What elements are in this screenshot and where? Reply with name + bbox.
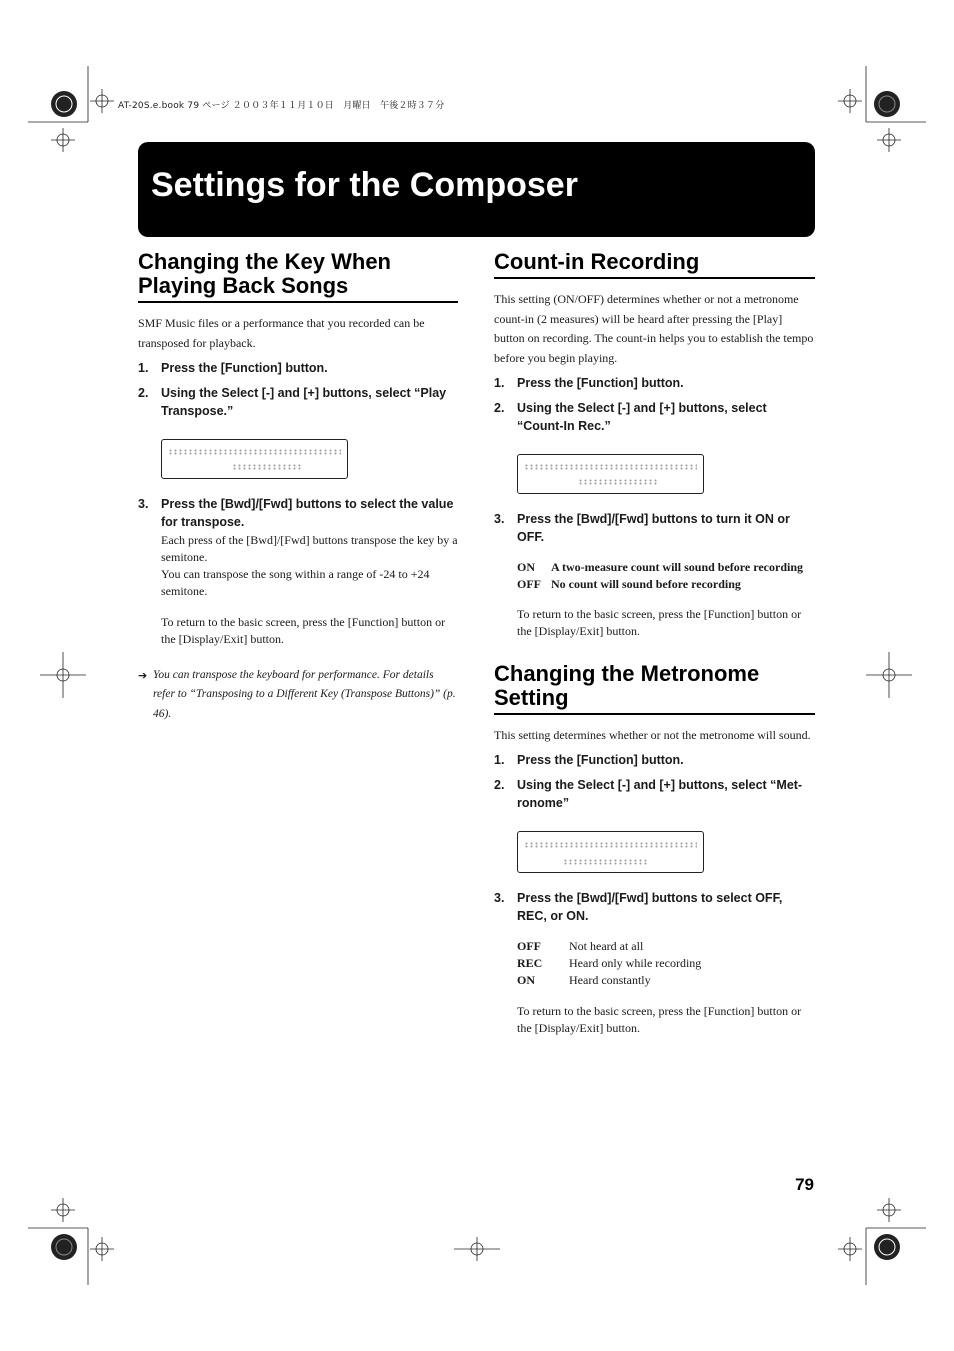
options-table (517, 559, 803, 593)
section-intro: This setting (ON/OFF) determines whether or not a metronome count-in (2 measures) will be heard after pressing the [Play] button on recording. The count-in helps you to establish the tempo before you begin playing. (494, 292, 814, 365)
page-title: Settings for the Composer (151, 166, 578, 204)
countin-section (494, 250, 815, 640)
step-number: 3. (494, 890, 505, 905)
step-number: 2. (494, 400, 505, 415)
lcd-display-illustration (517, 454, 704, 494)
reference-note (138, 666, 458, 725)
step (138, 495, 458, 532)
step-body: You can transpose the song within a range of -24 to +24 semitone. (161, 566, 430, 598)
option-desc: No count will sound before recording (551, 576, 741, 591)
transpose-section (138, 250, 458, 724)
option-desc: Heard only while recording (569, 955, 702, 970)
option-row (517, 576, 803, 593)
option-row (517, 955, 701, 972)
step (494, 374, 815, 393)
arrow-icon: ➔ (138, 668, 148, 682)
options-table (517, 938, 701, 989)
return-note: To return to the basic screen, press the [Function] button or the [Display/Exit] button. (517, 606, 802, 638)
section-heading-metronome: Changing the Metronome Setting (494, 662, 815, 715)
step (494, 510, 815, 547)
option-row (517, 938, 701, 955)
step-text: Press the [Bwd]/[Fwd] buttons to select the value for transpose. (161, 496, 454, 529)
section-intro: This setting determines whether or not the metronome will sound. (494, 727, 811, 742)
option-desc: A two-measure count will sound before recording (551, 559, 803, 574)
step-number: 3. (138, 496, 149, 511)
step-text: Press the [Function] button. (517, 753, 684, 767)
step-text: Using the Select [-] and [+] buttons, select “Count-In Rec.” (517, 400, 767, 433)
print-header: AT-20S.e.book 79 ページ ２００３年１１月１０日 月曜日 午後２時３７分 (118, 101, 445, 111)
step-text: Press the [Bwd]/[Fwd] buttons to turn it ON or OFF. (517, 511, 790, 544)
step-number: 2. (138, 385, 149, 400)
step (494, 399, 815, 436)
option-row (517, 972, 701, 989)
metronome-section (494, 662, 815, 1037)
return-note: To return to the basic screen, press the [Function] button or the [Display/Exit] button. (161, 614, 446, 646)
step-number: 3. (494, 511, 505, 526)
section-heading-countin: Count-in Recording (494, 250, 815, 279)
option-desc: Heard constantly (569, 972, 651, 987)
option-key: REC (517, 955, 543, 970)
lcd-display-illustration (161, 439, 348, 479)
step (138, 359, 458, 378)
step (494, 776, 815, 813)
section-intro: SMF Music files or a performance that you recorded can be transposed for playback. (138, 316, 425, 350)
option-key: ON (517, 559, 535, 574)
option-key: OFF (517, 938, 541, 953)
step-number: 2. (494, 777, 505, 792)
step (494, 889, 815, 926)
option-desc: Not heard at all (569, 938, 644, 953)
step-text: Using the Select [-] and [+] buttons, select “Met-ronome” (517, 777, 803, 810)
option-key: OFF (517, 576, 541, 591)
return-note: To return to the basic screen, press the [Function] button or the [Display/Exit] button. (517, 1003, 802, 1035)
step-number: 1. (494, 376, 505, 390)
step-text: Using the Select [-] and [+] buttons, select “Play Transpose.” (161, 385, 447, 418)
note-text: You can transpose the keyboard for performance. For details refer to “Transposing to a Different Key (Transpose Buttons)” (p. 46). (153, 668, 456, 720)
step-text: Press the [Function] button. (161, 361, 328, 375)
step-number: 1. (494, 753, 505, 767)
page-number: 79 (795, 1175, 814, 1194)
step-text: Press the [Bwd]/[Fwd] buttons to select OFF, REC, or ON. (517, 890, 783, 923)
step-text: Press the [Function] button. (517, 376, 684, 390)
section-heading-transpose: Changing the Key When Playing Back Songs (138, 250, 458, 303)
step (494, 751, 815, 770)
right-column (494, 250, 815, 1037)
step-body: Each press of the [Bwd]/[Fwd] buttons transpose the key by a semitone. (161, 532, 458, 564)
step (138, 384, 458, 421)
title-banner (138, 142, 815, 237)
step-number: 1. (138, 361, 149, 375)
lcd-display-illustration (517, 831, 704, 873)
option-key: ON (517, 972, 535, 987)
option-row (517, 559, 803, 576)
